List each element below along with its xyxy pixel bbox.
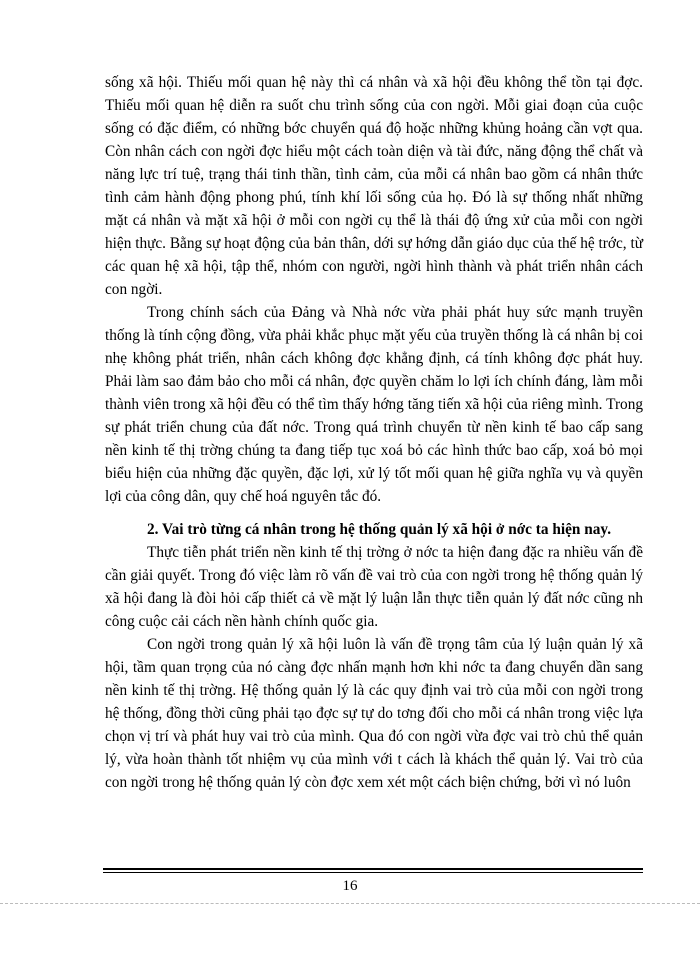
- page-number: 16: [342, 878, 358, 894]
- paragraph-1: sống xã hội. Thiếu mối quan hệ này thì cá nhân và xã hội đều không thể tồn tại đợc. Thiếu mối quan hệ diễn ra suốt chu trình sống của con ngời. Mỗi giai đoạn của cuộc sống có đặc điểm, có những bớc chuyển quá độ hoặc những khủng hoảng cần vợt qua. Còn nhân cách con ngời đợc hiểu một cách toàn diện và tài đức, năng động thể chất và năng lực trí tuệ, trạng thái tinh thần, tình cảm, của mỗi cá nhân bao gồm cá nhân thức tình cảm hành động phong phú, tính khí lối sống của họ. Đó là sự thống nhất những mặt cá nhân và mặt xã hội ở mỗi con ngời cụ thể là thái độ ứng xử của mỗi con ngời hiện thực. Bằng sự hoạt động của bản thân, dới sự hớng dẫn giáo dục của thế hệ trớc, từ các quan hệ xã hội, tập thể, nhóm con người, ngời hình thành và phát triển nhân cách con ngời.: [105, 74, 643, 298]
- paragraph-3: Thực tiễn phát triển nền kinh tế thị trờng ở nớc ta hiện đang đặc ra nhiều vấn đề cần giải quyết. Trong đó việc làm rõ vấn đề vai trò của con ngời trong hệ thống quản lý xã hội đang là đòi hỏi cấp thiết cả về mặt lý luận lẫn thực tiễn quản lý đất nớc cũng nh công cuộc cải cách nền hành chính quốc gia.: [105, 544, 643, 630]
- page-body: [105, 71, 643, 794]
- footer-rule-thick: [103, 868, 643, 870]
- paragraph-4: Con ngời trong quản lý xã hội luôn là vấn đề trọng tâm của lý luận quản lý xã hội, tầm quan trọng của nó càng đợc nhấn mạnh hơn khi nớc ta đang chuyển dần sang nền kinh tế thị trờng. Hệ thống quản lý là các quy định vai trò của mỗi con ngời trong hệ thống, đồng thời cũng phải tạo đợc sự tự do tơng đối cho mỗi cá nhân trong việc lựa chọn vị trí và phát huy vai trò của mình. Qua đó con ngời vừa đợc vai trò chủ thể quản lý, vừa hoàn thành tốt nhiệm vụ của mình với t cách là khách thể quản lý. Vai trò của con ngời trong hệ thống quản lý còn đợc xem xét một cách biện chứng, bởi vì nó luôn: [105, 636, 643, 791]
- paragraph-2: Trong chính sách của Đảng và Nhà nớc vừa phải phát huy sức mạnh truyền thống là tính cộng đồng, vừa phải khắc phục mặt yếu của truyền thống là cá nhân bị coi nhẹ không phát triển, nhân cách không đợc khẳng định, cá tính không đợc phát huy. Phải làm sao đảm bảo cho mỗi cá nhân, đợc quyền chăm lo lợi ích chính đáng, làm mỗi thành viên trong xã hội đều có thể tìm thấy hớng tăng tiến xã hội của riêng mình. Trong sự phát triển chung của đất nớc. Trong quá trình chuyển từ nền kinh tế bao cấp sang nền kinh tế thị trờng chúng ta đang tiếp tục xoá bỏ các hình thức bao cấp, xoá bỏ mọi biểu hiện của những đặc quyền, đặc lợi, xử lý tốt mối quan hệ giữa nghĩa vụ và quyền lợi của công dân, quy chế hoá nguyên tắc đó.: [105, 304, 643, 505]
- section-heading: 2. Vai trò từng cá nhân trong hệ thống quản lý xã hội ở nớc ta hiện nay.: [147, 521, 612, 538]
- page-break-line: [0, 903, 700, 904]
- footer-rule-thin: [103, 872, 643, 873]
